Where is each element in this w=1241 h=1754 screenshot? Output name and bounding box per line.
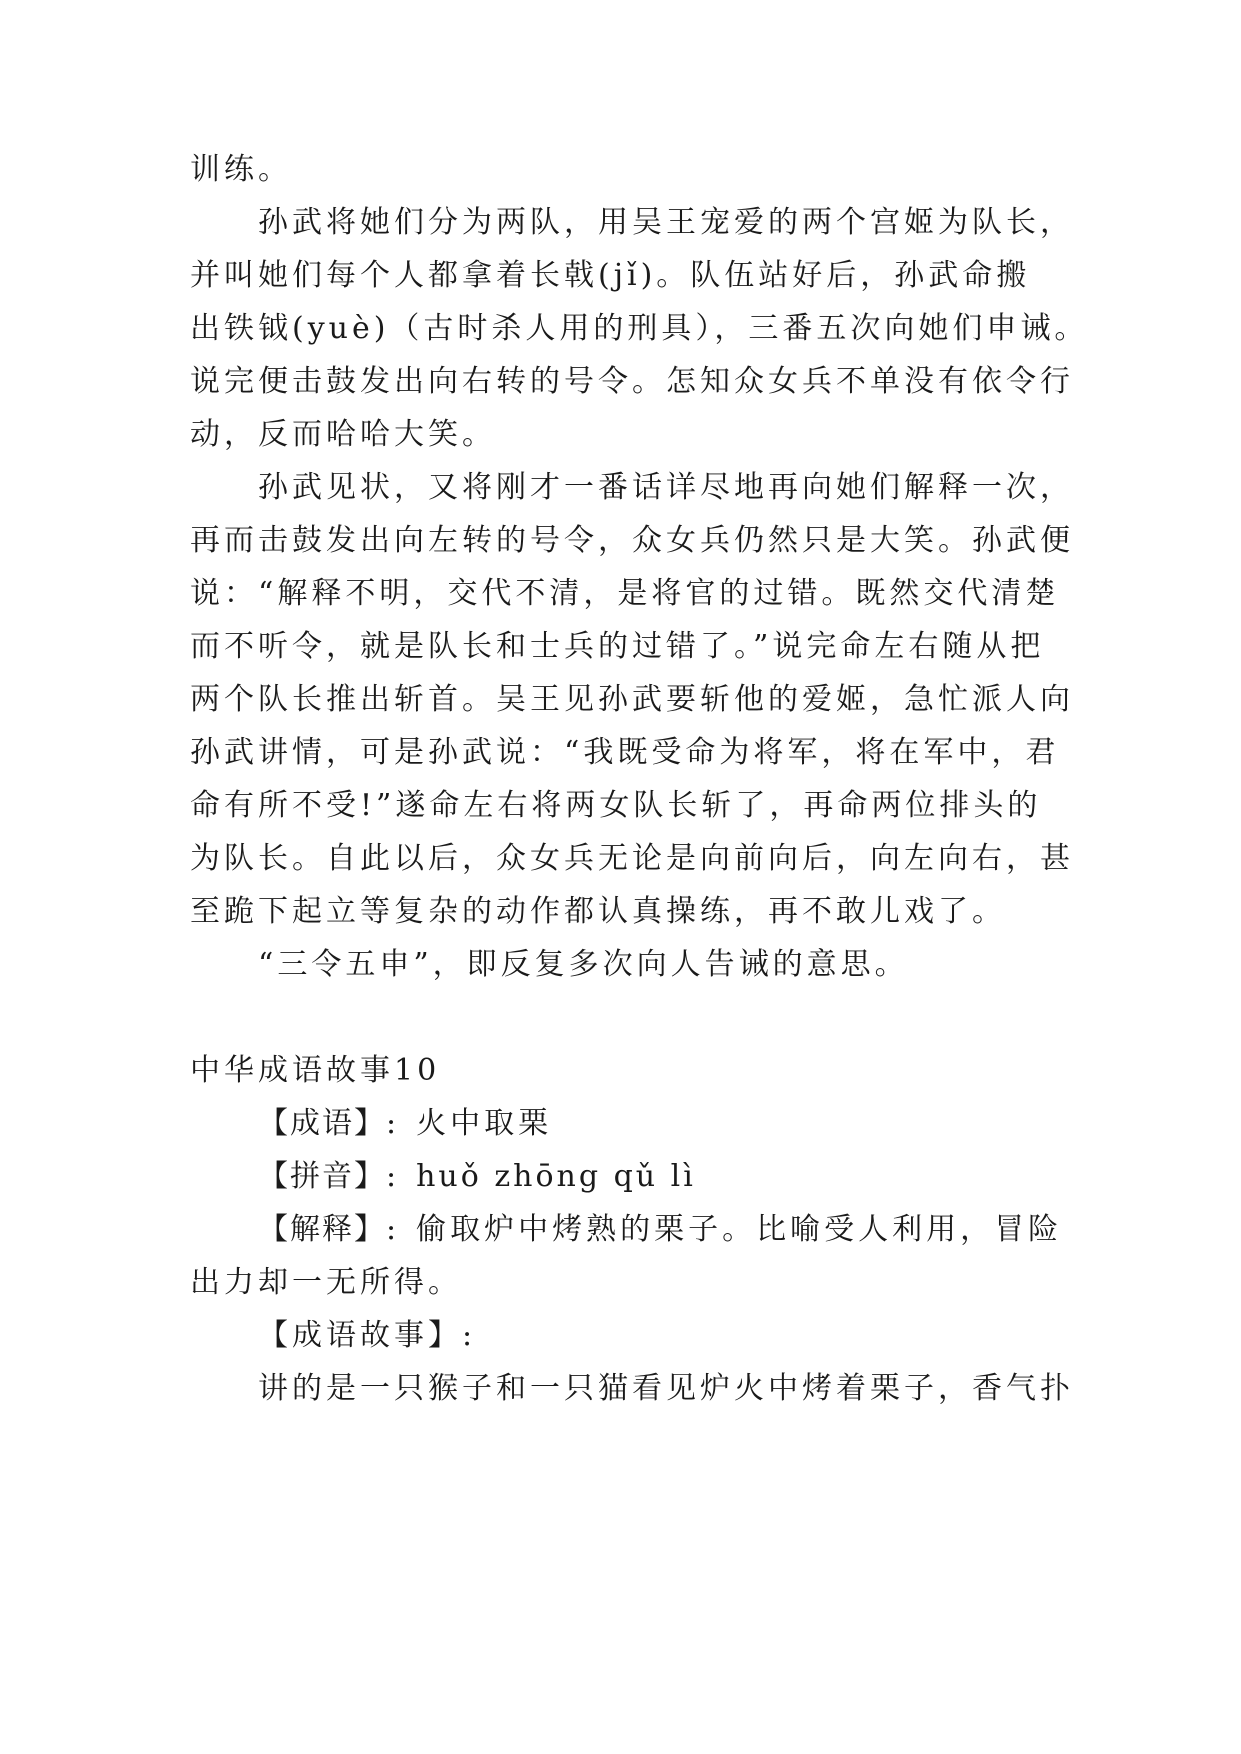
text-line: 出铁钺(yuè)（古时杀人用的刑具），三番五次向她们申诫。 <box>190 311 1089 346</box>
text-line: 再而击鼓发出向左转的号令，众女兵仍然只是大笑。孙武便 <box>190 523 1074 558</box>
explain-label: 【解释】: <box>258 1212 399 1247</box>
text-line: 为队长。自此以后，众女兵无论是向前向后，向左向右，甚 <box>190 841 1074 876</box>
paragraph-first-line: “三令五申”，即反复多次向人告诫的意思。 <box>258 947 909 982</box>
pinyin-row <box>258 1157 696 1197</box>
paragraph-first-line: 孙武将她们分为两队，用吴王宠爱的两个宫姬为队长， <box>258 205 1074 240</box>
paragraph-first-line: 孙武见状，又将刚才一番话详尽地再向她们解释一次， <box>258 470 1074 505</box>
section-heading: 中华成语故事10 <box>190 1053 441 1088</box>
pinyin-label: 【拼音】: <box>258 1159 399 1194</box>
idiom-row <box>258 1104 552 1144</box>
idiom-value: 火中取栗 <box>416 1106 553 1141</box>
text-line: 至跪下起立等复杂的动作都认真操练，再不敢儿戏了。 <box>190 894 1006 929</box>
text-line: 说：“解释不明，交代不清，是将官的过错。既然交代清楚 <box>190 576 1060 611</box>
explain-value: 偷取炉中烤熟的栗子。比喻受人利用，冒险 <box>416 1212 1063 1247</box>
explain-row <box>258 1210 1062 1250</box>
text-line: 出力却一无所得。 <box>190 1265 462 1300</box>
text-line: 孙武讲情，可是孙武说：“我既受命为将军，将在军中，君 <box>190 735 1060 770</box>
text-line: 两个队长推出斩首。吴王见孙武要斩他的爱姬，急忙派人向 <box>190 682 1074 717</box>
text-line: 说完便击鼓发出向右转的号令。怎知众女兵不单没有依令行 <box>190 364 1074 399</box>
text-line: 命有所不受!”遂命左右将两女队长斩了，再命两位排头的 <box>190 788 1042 823</box>
text-line: 而不听令，就是队长和士兵的过错了。”说完命左右随从把 <box>190 629 1045 664</box>
text-line: 训练。 <box>190 152 292 187</box>
pinyin-value: huǒ zhōng qǔ lì <box>416 1159 696 1194</box>
idiom-label: 【成语】: <box>258 1106 399 1141</box>
paragraph-first-line: 讲的是一只猴子和一只猫看见炉火中烤着栗子，香气扑 <box>258 1371 1074 1406</box>
story-label: 【成语故事】: <box>258 1318 477 1353</box>
text-line: 并叫她们每个人都拿着长戟(jǐ)。队伍站好后，孙武命搬 <box>190 258 1031 293</box>
text-line: 动，反而哈哈大笑。 <box>190 417 496 452</box>
